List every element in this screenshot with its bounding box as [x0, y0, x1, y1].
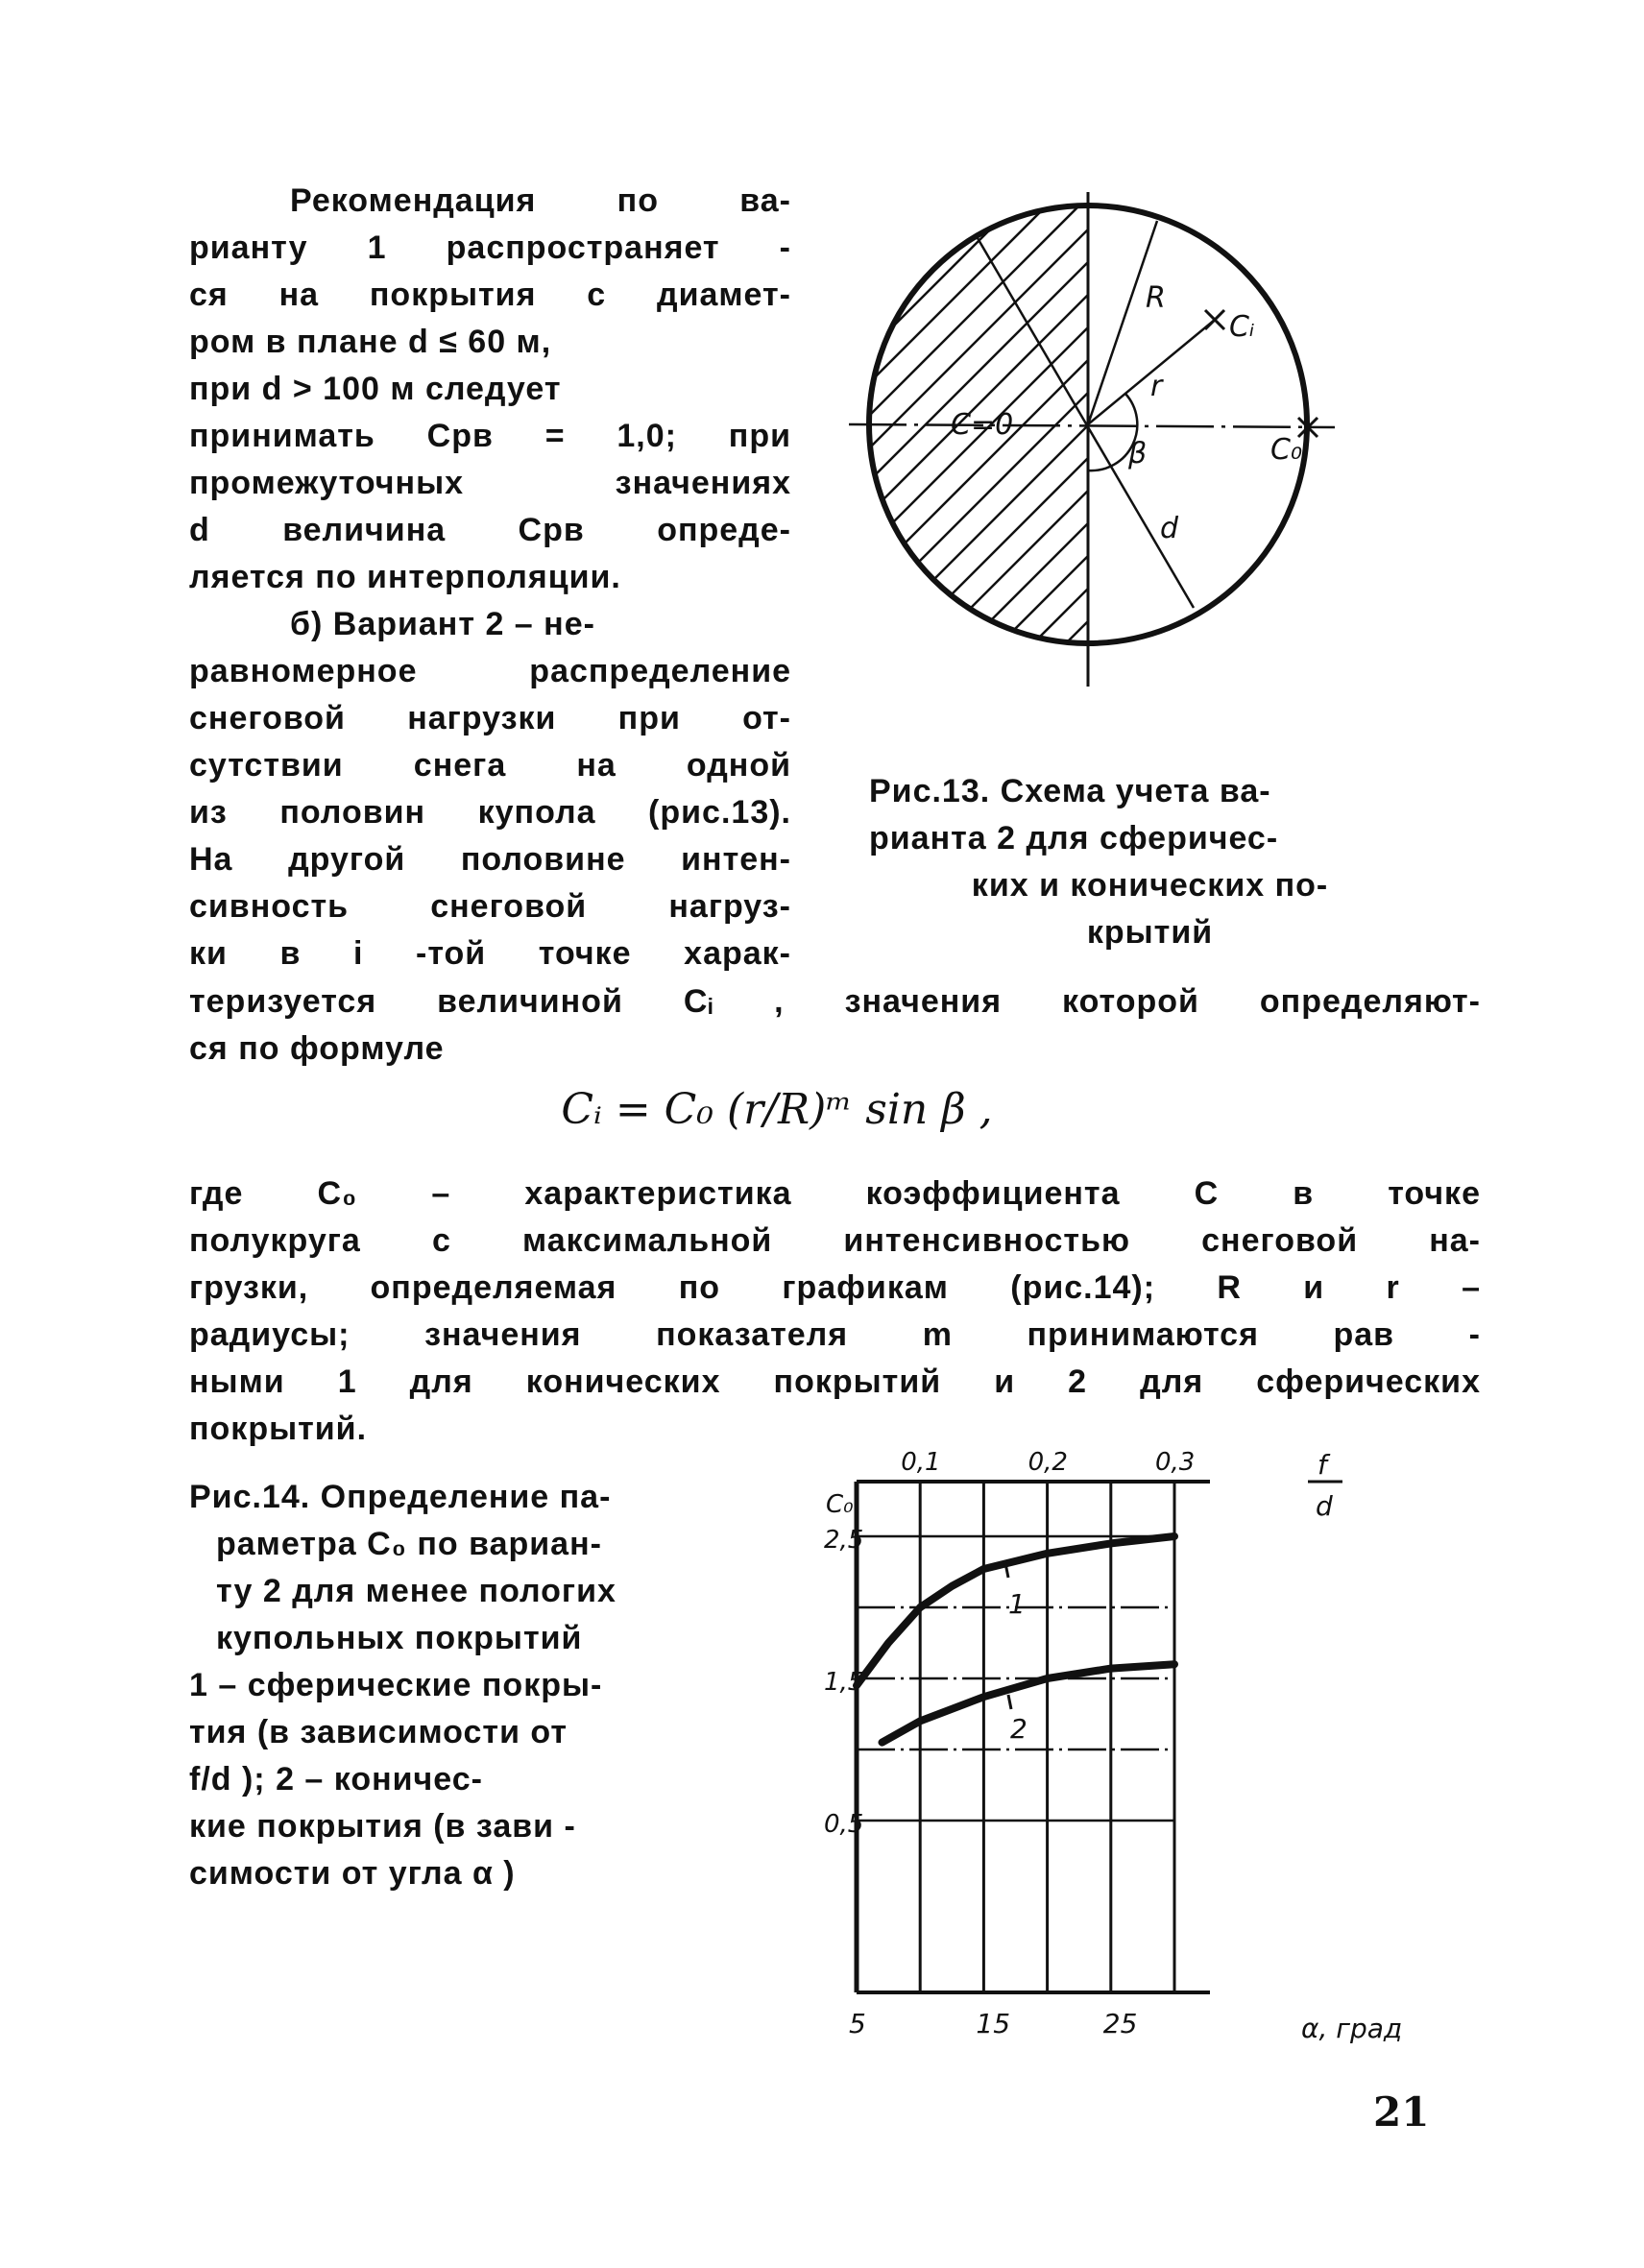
x-top-axis-label-denominator: d: [1316, 1490, 1333, 1522]
hatch-line: [809, 173, 1308, 672]
hatch-line: [1298, 173, 1644, 672]
text-line: рианту 1 распространяет -: [189, 229, 791, 266]
x-bottom-axis-label: α, град: [1301, 2013, 1403, 2044]
text-line: сивность снеговой нагруз-: [189, 888, 791, 925]
hatch-line: [384, 173, 883, 672]
text-line: d величина Cрв опреде-: [189, 512, 791, 548]
x-bottom-tick-label: 25: [1102, 2008, 1138, 2039]
text-line: На другой половине интен-: [189, 841, 791, 878]
x-top-axis-label-numerator: f: [1318, 1449, 1327, 1481]
text-line: тия (в зависимости от: [189, 1714, 568, 1750]
hatch-line: [1429, 173, 1644, 672]
figure-13-diagram: [384, 173, 1644, 687]
formula: Cᵢ = C₀ (r/R)ᵐ sin β ,: [561, 1085, 993, 1134]
hatch-line: [1266, 173, 1644, 672]
label-beta: β: [1128, 437, 1148, 470]
hatch-line: [1135, 173, 1634, 672]
text-line: снеговой нагрузки при от-: [189, 700, 791, 736]
text-line: ляется по интерполяции.: [189, 559, 621, 595]
hatch-line: [1004, 173, 1504, 672]
x-bottom-tick-label: 15: [976, 2008, 1011, 2039]
text-line: крытий: [1086, 914, 1214, 951]
hatch-line: [417, 173, 916, 672]
text-line: 1 – сферические покры-: [189, 1667, 603, 1703]
text-line: ром в плане d ≤ 60 м,: [189, 324, 552, 360]
hatch-line: [1102, 173, 1602, 672]
text-line: ких и конических по-: [971, 867, 1329, 904]
text-line: ся по формуле: [189, 1030, 445, 1067]
text-line: где C₀ – характеристика коэффициента C в точке: [189, 1175, 1481, 1212]
text-line: раметра C₀ по вариан-: [216, 1526, 602, 1562]
text-line: при d > 100 м следует: [189, 371, 562, 407]
text-line: ными 1 для конических покрытий и 2 для сферических: [189, 1363, 1481, 1400]
hatch-line: [1168, 173, 1644, 672]
text-line: Рис.13. Схема учета ва-: [869, 773, 1271, 809]
hatch-line: [613, 173, 1112, 672]
y-tick-label: 1,5: [824, 1668, 864, 1697]
x-top-tick-label: 0,2: [1028, 1448, 1068, 1477]
hatch-line: [482, 173, 981, 672]
text-line: рианта 2 для сферичес-: [869, 820, 1279, 857]
hatch-line: [1200, 173, 1644, 672]
y-tick-label: 2,5: [824, 1526, 864, 1555]
text-line: из половин купола (рис.13).: [189, 794, 791, 831]
hatched-half: [384, 173, 1644, 672]
hatch-line: [776, 173, 1275, 672]
text-line: покрытий.: [189, 1411, 368, 1447]
label-r: r: [1150, 370, 1163, 403]
label-co: C₀: [1270, 433, 1302, 467]
hatch-line: [645, 173, 1148, 672]
label-ci: Cᵢ: [1229, 310, 1255, 344]
text-line: грузки, определяемая по графикам (рис.14); R и r –: [189, 1269, 1481, 1306]
hatch-line: [515, 173, 1014, 672]
hatch-line: [1037, 173, 1536, 672]
text-line: f/d ); 2 – коничес-: [189, 1761, 483, 1798]
hatch-line: [1364, 173, 1644, 672]
hatch-line: [1396, 173, 1644, 672]
label-d: d: [1160, 512, 1179, 545]
x-top-tick-label: 0,1: [901, 1448, 941, 1477]
y-axis-label: C₀: [826, 1490, 854, 1519]
text-line: полукруга с максимальной интенсивностью снеговой на-: [189, 1222, 1481, 1259]
label-R: R: [1146, 281, 1166, 315]
hatch-line: [1331, 173, 1644, 672]
text-line: Рис.14. Определение па-: [189, 1479, 612, 1515]
text-line: симости от угла α ): [189, 1855, 516, 1892]
text-line: радиусы; значения показателя m принимаются рав -: [189, 1316, 1481, 1353]
curve-2-leader: [1008, 1695, 1011, 1709]
x-bottom-tick-label: 5: [849, 2008, 866, 2039]
label-c-zero: C=0: [951, 408, 1014, 442]
text-line: равномерное распределение: [189, 653, 791, 689]
x-top-tick-label: 0,3: [1155, 1448, 1196, 1477]
curve-2-label: 2: [1010, 1713, 1028, 1745]
text-line: кие покрытия (в зави -: [189, 1808, 576, 1845]
text-line: промежуточных значениях: [189, 465, 791, 501]
text-line: принимать Cрв = 1,0; при: [189, 418, 791, 454]
page-number: 21: [1373, 2088, 1430, 2135]
series-2-line: [882, 1664, 1175, 1742]
radius-R: [1088, 221, 1157, 424]
hatch-line: [678, 173, 1177, 672]
text-line: б) Вариант 2 – не-: [290, 606, 595, 642]
hatch-line: [1070, 173, 1569, 672]
text-line: ки в i -той точке харак-: [189, 935, 791, 972]
curve-1-label: 1: [1008, 1588, 1026, 1620]
hatch-line: [449, 173, 949, 672]
figure-14-chart: [824, 1448, 1402, 2044]
text-line: теризуется величиной Cᵢ , значения которой определяют-: [189, 983, 1481, 1020]
hatch-line: [874, 173, 1373, 672]
hatch-line: [1233, 173, 1644, 672]
text-line: сутствии снега на одной: [189, 747, 791, 784]
text-line: ту 2 для менее пологих: [216, 1573, 616, 1609]
y-tick-label: 0,5: [824, 1810, 864, 1839]
text-line: купольных покрытий: [216, 1620, 583, 1656]
text-line: Рекомендация по ва-: [290, 182, 791, 219]
text-line: ся на покрытия с диамет-: [189, 277, 791, 313]
ci-point-icon: [1205, 310, 1224, 329]
